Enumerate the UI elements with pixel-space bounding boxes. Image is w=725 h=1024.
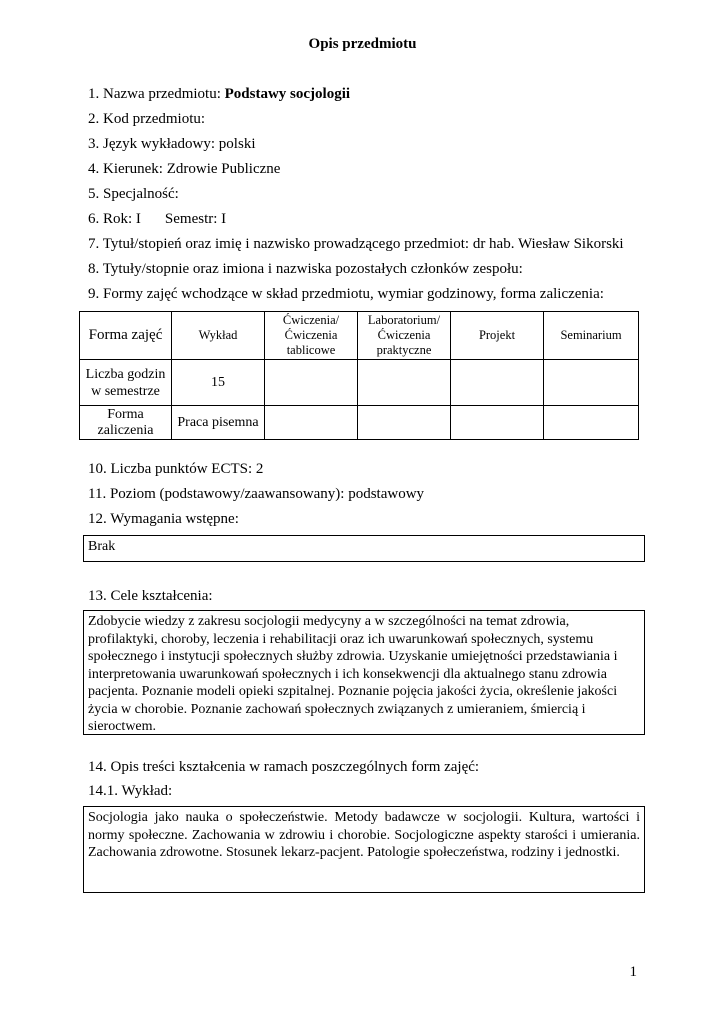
table-header-cell: Laboratorium/ Ćwiczenia praktyczne: [358, 312, 451, 360]
page-title: Opis przedmiotu: [308, 36, 417, 52]
table-cell: Liczba godzin w semestrze: [80, 360, 172, 406]
course-name-value: Podstawy socjologii: [224, 86, 351, 102]
item-lecture: 14.1. Wykład:: [88, 783, 173, 799]
lecture-content-box: Socjologia jako nauka o społeczeństwie. Metody badawcze w socjologii. Kultura, wartości i normy społeczne. Zachowania w zdrowiu i chorobie. Socjologiczne aspekty starości i umierania. Zachowania zdrowotne. Stosunek lekarz-pacjent. Patologie społeczeństwa, rodziny i jednostki.: [83, 806, 645, 893]
table-cell: [265, 360, 358, 406]
item-specialty: 5. Specjalność:: [88, 186, 179, 202]
table-cell: [358, 406, 451, 440]
item-team-members: 8. Tytuły/stopnie oraz imiona i nazwiska pozostałych członków zespołu:: [88, 261, 523, 277]
table-row: [80, 406, 639, 440]
item-course-name: [88, 86, 350, 103]
table-cell: [451, 360, 544, 406]
table-header-cell: Seminarium: [544, 312, 639, 360]
item-ects: 10. Liczba punktów ECTS: 2: [88, 461, 264, 477]
table-header-cell: Forma zajęć: [80, 312, 172, 360]
table-cell: 15: [172, 360, 265, 406]
item-requirements: 12. Wymagania wstępne:: [88, 511, 239, 527]
table-cell: [265, 406, 358, 440]
semester-text: Semestr: I: [164, 211, 227, 227]
table-cell: [358, 360, 451, 406]
table-header-cell: Projekt: [451, 312, 544, 360]
table-header-row: [80, 312, 639, 360]
table-header-cell: Wykład: [172, 312, 265, 360]
requirements-box: Brak: [83, 535, 645, 562]
item-course-code: 2. Kod przedmiotu:: [88, 111, 206, 127]
year-text: 6. Rok: I: [88, 211, 141, 227]
item-language: 3. Język wykładowy: polski: [88, 136, 256, 152]
table-cell: [451, 406, 544, 440]
item-class-forms: 9. Formy zajęć wchodzące w skład przedmiotu, wymiar godzinowy, forma zaliczenia:: [88, 286, 604, 302]
class-forms-table: [79, 311, 639, 440]
item-goals: 13. Cele kształcenia:: [88, 588, 213, 604]
item-lecturer: 7. Tytuł/stopień oraz imię i nazwisko prowadzącego przedmiot: dr hab. Wiesław Sikorski: [88, 236, 624, 252]
table-row: [80, 360, 639, 406]
item-field-of-study: 4. Kierunek: Zdrowie Publiczne: [88, 161, 281, 177]
table-cell: [544, 406, 639, 440]
item-year-semester: [88, 211, 226, 228]
table-cell: Forma zaliczenia: [80, 406, 172, 440]
goals-box: Zdobycie wiedzy z zakresu socjologii medycyny a w szczególności na temat zdrowia, profilaktyki, choroby, leczenia i rehabilitacji oraz ich uwarunkowań społecznych, systemu społecznego i instytucji społecznych służby zdrowia. Uzyskanie umiejętności przedstawiania i interpretowania uwarunkowań społecznych i ich konsekwencji dla aktualnego stanu zdrowia pacjenta. Poznanie modeli opieki szpitalnej. Poznanie pojęcia jakości życia, określenie jakości życia w chorobie. Poznanie zachowań społecznych związanych z umieraniem, śmiercią i sieroctwem.: [83, 610, 645, 735]
table-cell: Praca pisemna: [172, 406, 265, 440]
table-header-cell: Ćwiczenia/ Ćwiczenia tablicowe: [265, 312, 358, 360]
page-number: 1: [629, 964, 637, 980]
item-content-description: 14. Opis treści kształcenia w ramach poszczególnych form zajęć:: [88, 759, 480, 775]
table-cell: [544, 360, 639, 406]
item-level: 11. Poziom (podstawowy/zaawansowany): podstawowy: [88, 486, 425, 502]
course-name-label: 1. Nazwa przedmiotu:: [88, 86, 225, 102]
